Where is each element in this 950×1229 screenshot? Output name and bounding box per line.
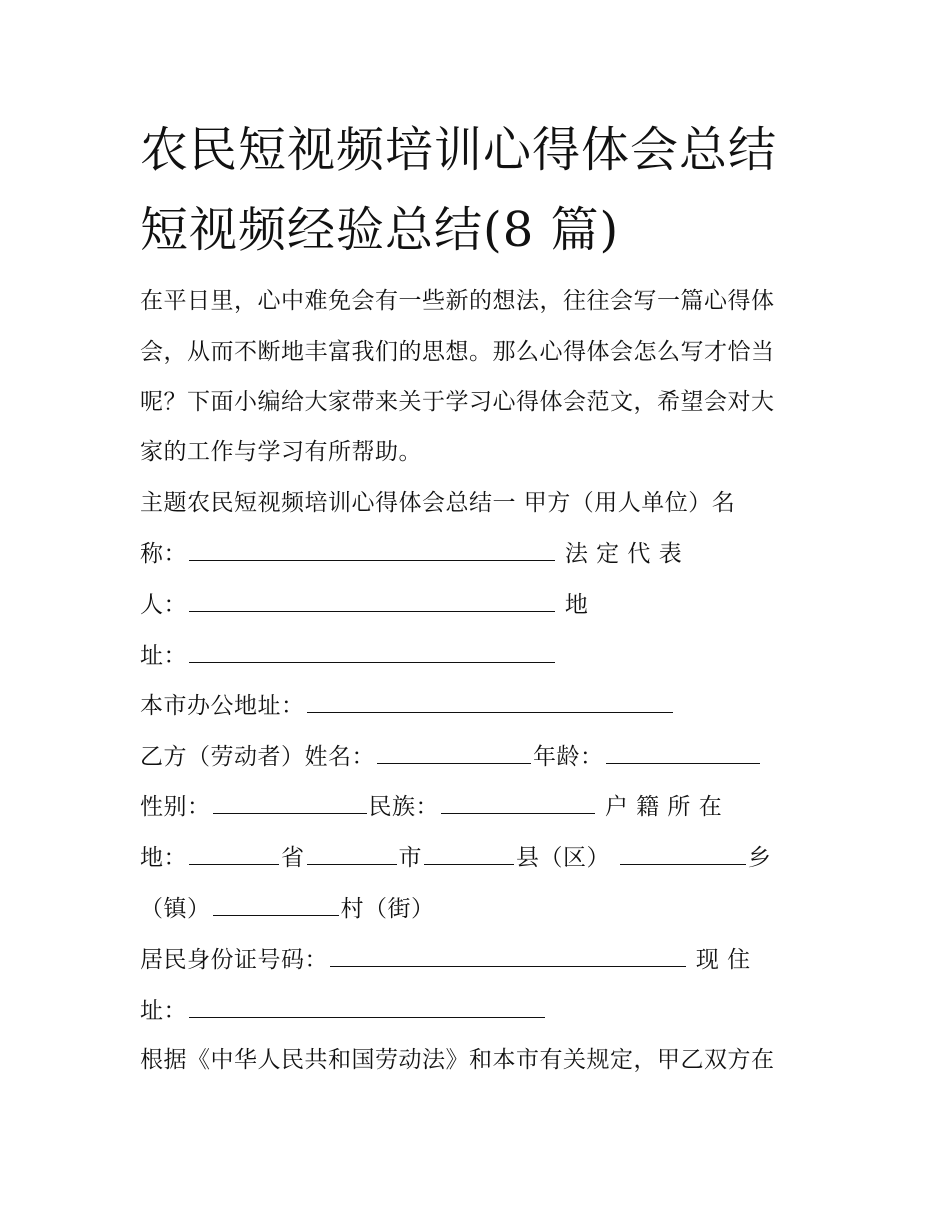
current-address-label: 现 住 xyxy=(695,947,751,973)
form-heading: 主题农民短视频培训心得体会总结一 甲方（用人单位）名 xyxy=(140,490,736,516)
gender-label: 性别： xyxy=(140,794,211,820)
ethnicity-label: 民族： xyxy=(368,794,439,820)
province-blank[interactable] xyxy=(189,842,279,865)
id-number-blank[interactable] xyxy=(330,944,686,967)
county-blank[interactable] xyxy=(424,842,514,865)
county-label: 县（区） xyxy=(516,845,610,871)
province-label: 省 xyxy=(281,845,305,871)
title-line-1: 农民短视频培训心得体会总结 xyxy=(140,122,778,178)
document-title xyxy=(140,110,840,270)
intro-line-4: 家的工作与学习有所帮助。 xyxy=(140,439,422,465)
form-row-gender xyxy=(140,791,722,822)
city-blank[interactable] xyxy=(307,842,397,865)
city-label: 市 xyxy=(398,845,422,871)
closing-paragraph: 根据《中华人民共和国劳动法》和本市有关规定，甲乙双方在 xyxy=(140,1047,775,1073)
name-blank[interactable] xyxy=(189,538,555,561)
household-label-end: 地： xyxy=(140,845,187,871)
village-label: 村（街） xyxy=(340,896,435,922)
gender-blank[interactable] xyxy=(213,791,367,814)
form-row-address xyxy=(140,640,557,671)
form-row-current-address xyxy=(140,995,547,1026)
ethnicity-blank[interactable] xyxy=(441,791,595,814)
form-row-party-b xyxy=(140,741,762,772)
party-b-name-label: 乙方（劳动者）姓名： xyxy=(140,744,375,770)
village-blank[interactable] xyxy=(213,893,339,916)
intro-line-1: 在平日里，心中难免会有一些新的想法，往往会写一篇心得体 xyxy=(140,288,775,314)
address-label: 地 xyxy=(564,592,589,618)
title-line-2: 短视频经验总结(8 篇) xyxy=(140,202,620,258)
id-number-label: 居民身份证号码： xyxy=(140,947,328,973)
intro-line-2: 会，从而不断地丰富我们的思想。那么心得体会怎么写才恰当 xyxy=(140,339,775,365)
township-blank[interactable] xyxy=(620,842,746,865)
office-address-label: 本市办公地址： xyxy=(140,693,305,719)
age-label: 年龄： xyxy=(533,744,604,770)
legal-rep-blank[interactable] xyxy=(189,589,555,612)
form-row-name xyxy=(140,538,682,569)
name-label: 称： xyxy=(140,541,187,567)
form-row-household xyxy=(140,842,771,873)
form-row-legal-rep xyxy=(140,589,588,620)
intro-line-3: 呢？下面小编给大家带来关于学习心得体会范文，希望会对大 xyxy=(140,389,775,415)
address-label-end: 址： xyxy=(140,643,187,669)
household-label: 户 籍 所 在 xyxy=(604,794,723,820)
current-address-blank[interactable] xyxy=(189,995,545,1018)
age-blank[interactable] xyxy=(606,741,760,764)
party-b-name-blank[interactable] xyxy=(377,741,531,764)
township-label: 乡 xyxy=(747,845,772,871)
form-row-village xyxy=(140,893,435,924)
legal-rep-label-end: 人： xyxy=(140,592,187,618)
address-blank[interactable] xyxy=(189,640,555,663)
current-address-label-end: 址： xyxy=(140,998,187,1024)
town-label: （镇） xyxy=(140,896,211,922)
form-row-id xyxy=(140,944,751,975)
office-address-blank[interactable] xyxy=(307,690,673,713)
legal-rep-label: 法 定 代 表 xyxy=(564,541,683,567)
form-row-office xyxy=(140,690,675,721)
